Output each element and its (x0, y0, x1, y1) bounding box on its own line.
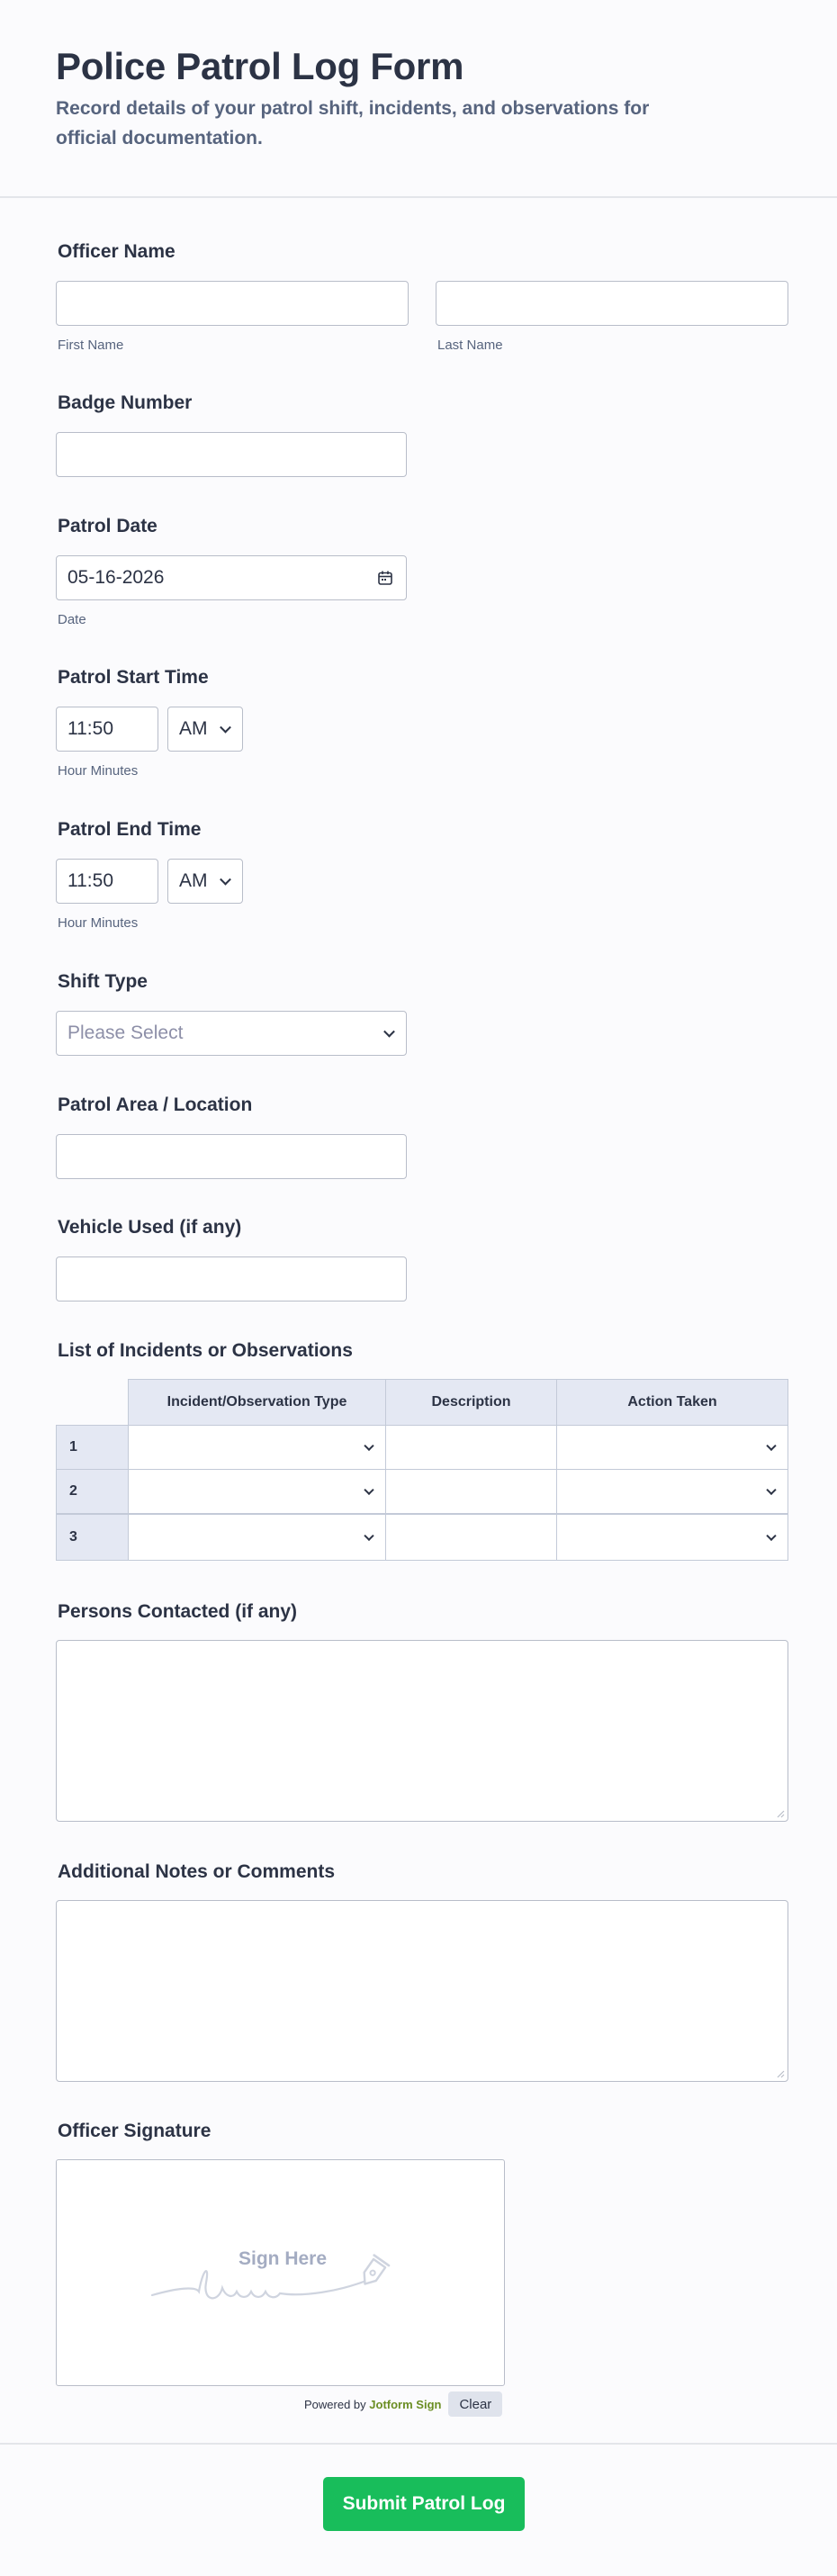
start-time-input[interactable] (56, 707, 158, 752)
chevron-down-icon (364, 1531, 374, 1541)
incident-type-select[interactable] (128, 1514, 386, 1561)
matrix-row-label: 3 (56, 1514, 129, 1561)
patrol-start-time-label: Patrol Start Time (58, 667, 209, 688)
vehicle-used-input[interactable] (56, 1256, 407, 1302)
patrol-area-label: Patrol Area / Location (58, 1094, 253, 1115)
chevron-down-icon (766, 1441, 776, 1451)
start-time-sublabel: Hour Minutes (58, 763, 139, 779)
signature-pad[interactable] (56, 2159, 505, 2386)
incidents-matrix (56, 1379, 788, 1561)
resize-grip-icon[interactable] (776, 2069, 785, 2078)
chevron-down-icon (364, 1441, 374, 1451)
shift-type-placeholder: Please Select (68, 1022, 184, 1043)
resize-grip-icon[interactable] (776, 1809, 785, 1818)
first-name-sublabel: First Name (58, 338, 124, 353)
action-taken-select[interactable] (556, 1469, 788, 1514)
patrol-date-input[interactable] (56, 555, 407, 600)
incident-type-select[interactable] (128, 1469, 386, 1514)
patrol-date-label: Patrol Date (58, 516, 158, 536)
jotform-sign-brand: Jotform Sign (369, 2397, 442, 2411)
description-input[interactable] (385, 1425, 557, 1470)
patrol-end-time-label: Patrol End Time (58, 819, 202, 840)
incidents-label: List of Incidents or Observations (58, 1340, 353, 1361)
end-ampm-value: AM (179, 870, 208, 891)
submit-button[interactable]: Submit Patrol Log (323, 2477, 525, 2531)
end-time-value: 11:50 (68, 870, 113, 891)
signature-scribble-icon (150, 2243, 411, 2308)
chevron-down-icon (220, 722, 231, 734)
chevron-down-icon (766, 1531, 776, 1541)
patrol-date-sublabel: Date (58, 612, 86, 627)
chevron-down-icon (766, 1485, 776, 1495)
vehicle-used-label: Vehicle Used (if any) (58, 1217, 242, 1238)
signature-placeholder: Sign Here (238, 2248, 328, 2269)
footer-divider (0, 2443, 837, 2445)
description-input[interactable] (385, 1469, 557, 1514)
start-ampm-value: AM (179, 718, 208, 739)
matrix-row-label: 2 (56, 1469, 129, 1514)
end-ampm-select[interactable] (167, 859, 243, 904)
matrix-column-header: Action Taken (556, 1379, 788, 1426)
officer-name-label: Officer Name (58, 241, 176, 262)
shift-type-label: Shift Type (58, 971, 148, 992)
matrix-column-header: Description (385, 1379, 557, 1426)
description-input[interactable] (385, 1514, 557, 1561)
matrix-row-label: 1 (56, 1425, 129, 1470)
additional-notes-label: Additional Notes or Comments (58, 1861, 336, 1882)
chevron-down-icon (220, 874, 231, 886)
action-taken-select[interactable] (556, 1514, 788, 1561)
persons-contacted-textarea[interactable] (56, 1640, 788, 1822)
form-header (0, 0, 837, 198)
form-title: Police Patrol Log Form (56, 45, 464, 87)
start-ampm-select[interactable] (167, 707, 243, 752)
chevron-down-icon (383, 1026, 395, 1038)
last-name-sublabel: Last Name (437, 338, 503, 353)
powered-by-text (304, 2398, 441, 2411)
patrol-date-value: 05-16-2026 (68, 567, 165, 588)
matrix-column-header: Incident/Observation Type (128, 1379, 386, 1426)
form-subtitle: Record details of your patrol shift, incidents, and observations for official documentation. (56, 98, 650, 149)
chevron-down-icon (364, 1485, 374, 1495)
persons-contacted-label: Persons Contacted (if any) (58, 1601, 298, 1622)
incident-type-select[interactable] (128, 1425, 386, 1470)
start-time-value: 11:50 (68, 718, 113, 739)
action-taken-select[interactable] (556, 1425, 788, 1470)
additional-notes-textarea[interactable] (56, 1900, 788, 2082)
patrol-area-input[interactable] (56, 1134, 407, 1179)
officer-signature-label: Officer Signature (58, 2121, 212, 2141)
first-name-input[interactable] (56, 281, 409, 326)
shift-type-select[interactable] (56, 1011, 407, 1056)
signature-footer (304, 2392, 502, 2416)
clear-signature-button[interactable]: Clear (448, 2391, 502, 2417)
last-name-input[interactable] (436, 281, 788, 326)
end-time-input[interactable] (56, 859, 158, 904)
end-time-sublabel: Hour Minutes (58, 915, 139, 931)
badge-number-input[interactable] (56, 432, 407, 477)
powered-by-label: Powered by (304, 2397, 366, 2411)
calendar-icon[interactable] (377, 570, 393, 586)
badge-number-label: Badge Number (58, 392, 193, 413)
